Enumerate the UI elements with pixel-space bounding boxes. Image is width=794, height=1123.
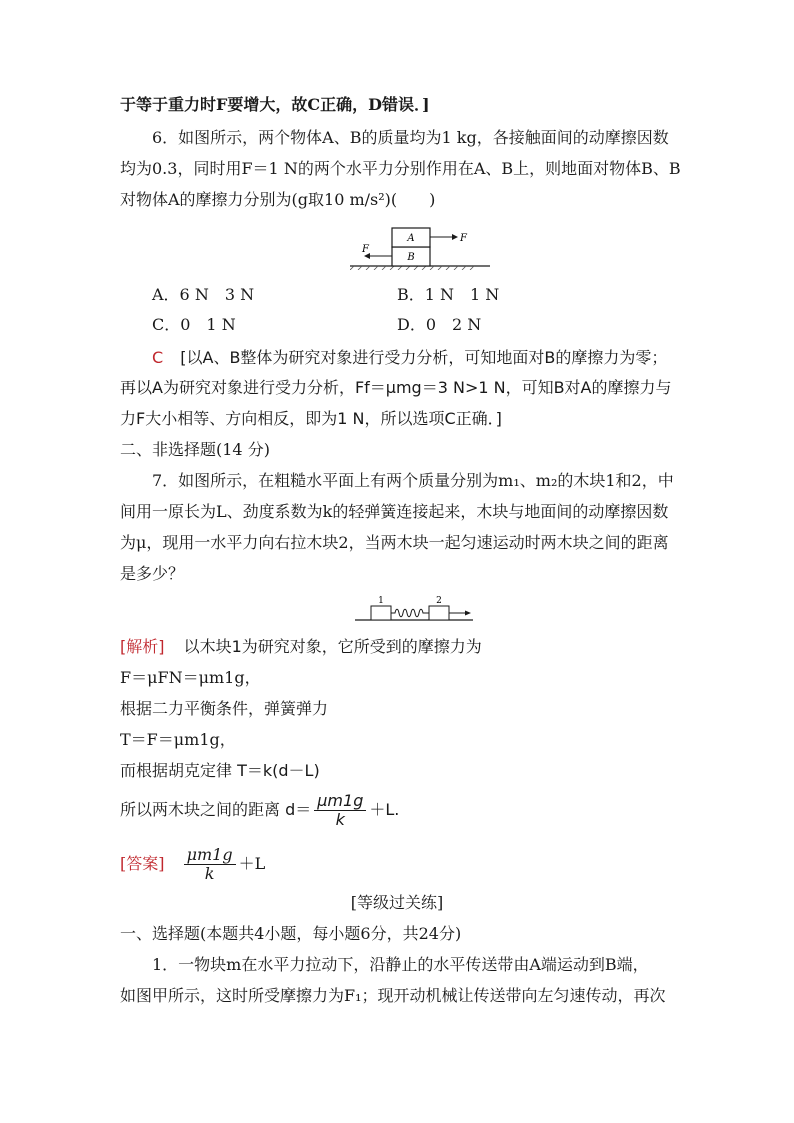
q7-distance-line — [120, 792, 399, 829]
q6-option-c: C．0 1 N — [152, 315, 236, 334]
q6-stem-line-2: 均为0.3，同时用F＝1 N的两个水平力分别作用在A、B上，则地面对物体B、B — [120, 159, 681, 178]
q7-answer-suffix: ＋L — [238, 854, 266, 873]
q1-stem-line-1: 1．一物块m在水平力拉动下，沿静止的水平传送带由A端运动到B端， — [152, 955, 649, 974]
q7-analysis-tag: [解析] — [120, 637, 165, 656]
q7-stem-line-2: 间用一原长为L、劲度系数为k的轻弹簧连接起来，木块与地面间的动摩擦因数 — [120, 502, 669, 521]
force-left-label: F — [362, 244, 369, 255]
block-1 — [371, 606, 391, 620]
block-2 — [429, 606, 449, 620]
q7-eq-friction: F＝μFN＝μm1g， — [120, 668, 261, 687]
q6-answer-letter: C — [152, 348, 164, 367]
q7-stem-line-4: 是多少？ — [120, 564, 185, 583]
ground-hatch — [350, 266, 474, 270]
q6-blocks-figure — [350, 222, 490, 270]
q6-analysis-text-1: [以A、B整体为研究对象进行受力分析，可知地面对B的摩擦力为零； — [180, 348, 668, 367]
q6-option-d: D．0 2 N — [397, 315, 482, 334]
q7-eq-spring-force: T＝F＝μm1g， — [120, 730, 236, 749]
spring — [391, 609, 429, 617]
q7-analysis-intro: 以木块1为研究对象，它所受到的摩擦力为 — [183, 637, 482, 656]
fraction-denominator: k — [335, 810, 345, 829]
q7-answer-tag: [答案] — [120, 854, 165, 873]
q7-line-balance: 根据二力平衡条件，弹簧弹力 — [120, 699, 329, 718]
block-2-label: 2 — [436, 596, 442, 606]
fraction-numerator: μm1g — [184, 846, 236, 865]
block-b-label: B — [407, 252, 415, 263]
q7-distance-suffix: ＋L. — [369, 800, 400, 819]
q6-analysis-line-3: 力F大小相等、方向相反，即为1 N，所以选项C正确．] — [120, 409, 502, 428]
q6-analysis-line-2: 再以A为研究对象进行受力分析，Ff＝μmg＝3 N>1 N，可知B对A的摩擦力与 — [120, 378, 672, 397]
q6-analysis-line-1 — [152, 347, 667, 369]
section-title: [等级过关练] — [350, 893, 444, 912]
q7-spring-figure — [355, 592, 473, 624]
q5-tail: 于等于重力时F要增大，故C正确，D错误．] — [120, 95, 430, 114]
q7-answer-fraction — [184, 846, 236, 883]
fraction-numerator: μm1g — [314, 792, 366, 811]
block-1-label: 1 — [378, 596, 384, 606]
q7-stem-line-1: 7．如图所示，在粗糙水平面上有两个质量分别为m₁、m₂的木块1和2，中 — [152, 471, 674, 490]
q1-stem-line-2: 如图甲所示，这时所受摩擦力为F₁；现开动机械让传送带向左匀速传动，再次 — [120, 986, 666, 1005]
block-a-label: A — [407, 233, 415, 244]
fraction-denominator: k — [204, 864, 215, 883]
q6-stem-line-3: 对物体A的摩擦力分别为(g取10 m/s²)( ) — [120, 190, 436, 209]
q6-stem-line-1: 6．如图所示，两个物体A、B的质量均为1 kg，各接触面间的动摩擦因数 — [152, 128, 669, 147]
q7-distance-prefix: 所以两木块之间的距离 d＝ — [120, 800, 312, 819]
q7-answer-line — [120, 846, 265, 883]
q7-stem-line-3: 为μ，现用一水平力向右拉木块2，当两木块一起匀速运动时两木块之间的距离 — [120, 533, 669, 552]
q6-option-b: B．1 N 1 N — [397, 285, 500, 304]
force-right-label: F — [460, 233, 467, 244]
q6-option-a: A．6 N 3 N — [152, 285, 255, 304]
q7-line-hooke: 而根据胡克定律 T＝k(d－L) — [120, 761, 320, 780]
q7-analysis-line — [120, 636, 482, 658]
section-choice-heading: 一、选择题(本题共4小题，每小题6分，共24分) — [120, 924, 462, 943]
section-nonchoice-heading: 二、非选择题(14 分) — [120, 440, 270, 459]
q7-distance-fraction — [314, 792, 366, 829]
